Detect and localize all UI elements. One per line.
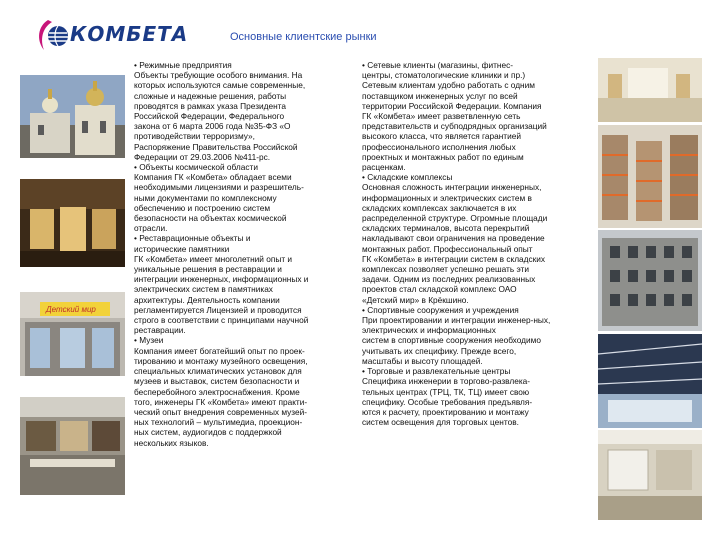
museum-interior-photo <box>20 179 125 267</box>
right-text-column: • Сетевые клиенты (магазины, фитнес- центры, стоматологические клиники и пр.) Сетевым клиентам удобно работать с одним поставщиком инженерных услуг по всей территории Российской Федерации. Компания ГК «Комбета» имеет разветвленную сеть представительств и субподрядных организаций высокого класса, что является гарантией профессионального исполнения любых проектных и монтажных работ по единым расценкам. • Складские комплексы Основная сложность интеграции инженерных, информационных и электрических систем в складских комплексах заключается в их распределенной структуре. Огромные площади складских терминалов, высота перекрытий накладывают свои ограничения на проведение монтажных работ. Профессиональный опыт ГК «Комбета» в интеграции систем в складских комплексах позволяет успешно решать эти задачи. Одним из последних реализованных проектов стал складской комплекс ОАО «Детский мир» в Крёкшино. • Спортивные сооружения и учреждения При проектировании и интеграции инженер-ных, электрических и информационных систем в спортивные сооружения необходимо учитывать их специфику. Прежде всего, масштабы и высоту площадей. • Торговые и развлекательные центры Специфика инженерии в торгово-развлека- тельных центрах (ТРЦ, ТК, ТЦ) имеет свою специфику. Особые требования предъявля- ются к расчету, проектированию и монтажу систем освещения для торговых центов. <box>362 60 551 428</box>
page-title: Основные клиентские рынки <box>230 31 377 43</box>
warehouse-photo <box>598 125 702 228</box>
company-logo <box>34 16 189 56</box>
cathedral-photo <box>20 75 125 158</box>
left-text-column: • Режимные предприятия Объекты требующие особого внимания. На которых используются самые современные, сложные и надежные решения, работы проводятся в рамках указа Президента Российской Федерации, Федерального закона от 6 марта 2006 года №35-ФЗ «О противодействии терроризму», Распоряжение Правительства Российской Федерации от 29.03.2006 №411-рс. • Объекты космической области Компания ГК «Комбета» обладает всеми необходимыми лицензиями и разрешитель- ными документами по комплексному обеспечению и построению систем безопасности на объектах космической отрасли. • Реставрационные объекты и исторические памятники ГК «Комбета» имеет многолетний опыт и уникальные решения в реставрации и интеграции инженерных, информационных и электрических систем в памятниках архитектуры. Деятельность компании регламентируется Лицензией и проводится строго в соответствии с принципами научной реставрации. • Музеи Компания имеет богатейший опыт по проек- тированию и монтажу музейного освещения, специальных климатических установок для музеев и выставок, систем безопасности и бесперебойного электроснабжения. Кроме того, инженеры ГК «Комбета» имеют практи- ческий опыт внедрения современных музей- ных технологий – мультимедиа, проекцион- ных систем, аудиогидов с поддержкой нескольких языков. <box>134 60 309 448</box>
sports-arena-photo <box>598 334 702 428</box>
clinic-photo <box>598 58 702 122</box>
store-photo <box>20 292 125 376</box>
office-interior-photo <box>598 430 702 520</box>
logo-globe-icon <box>34 16 74 56</box>
mall-interior-photo <box>20 397 125 495</box>
store-sign-text: Детский мир <box>46 305 96 314</box>
logo-text: КОМБЕТА <box>70 22 189 46</box>
building-photo <box>598 230 702 331</box>
